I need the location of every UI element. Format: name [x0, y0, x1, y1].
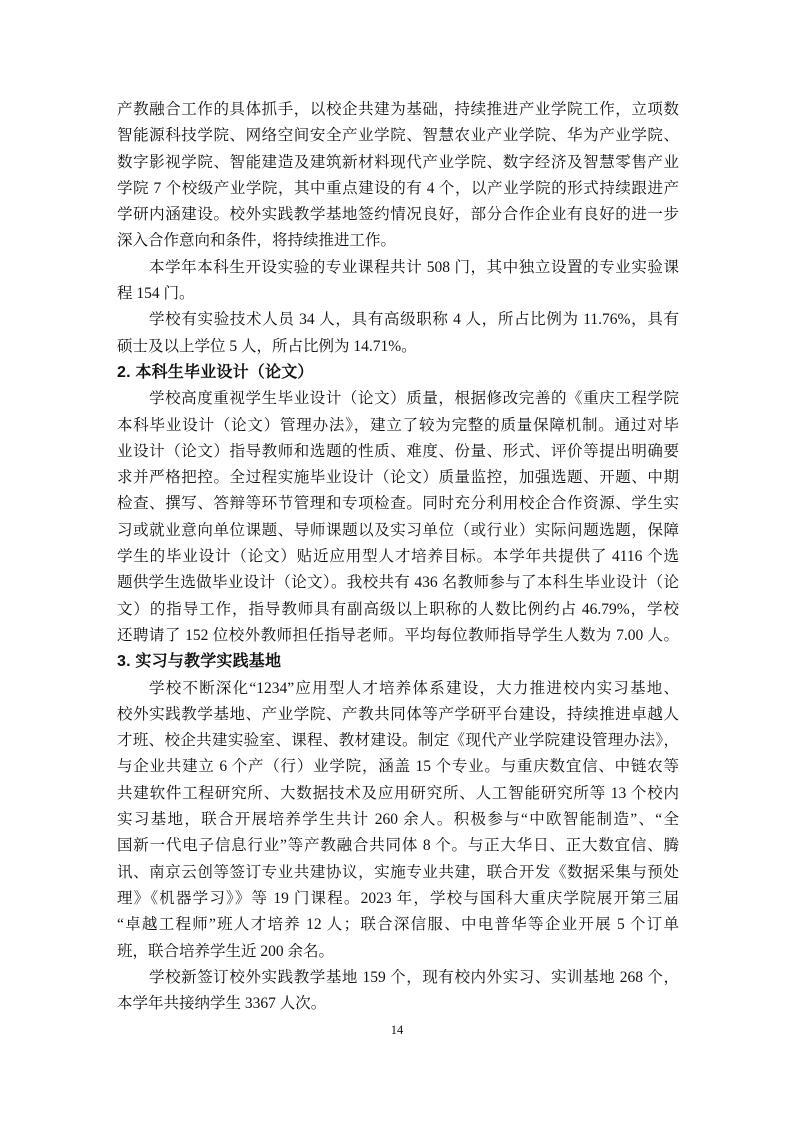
text-line: 班，联合培养学生近 200 余名。 [117, 942, 335, 960]
text-line: 习或就业意向单位课题、导师课题以及实习单位（或行业）实际问题选题，保障 [117, 521, 679, 539]
text-line: 学研内涵建设。校外实践教学基地签约情况良好，部分合作企业有良好的进一步 [117, 206, 679, 224]
text-line: 题供学生选做毕业设计（论文）。我校共有 436 名教师参与了本科生毕业设计（论 [117, 574, 679, 592]
section-heading: 2. 本科生毕业设计（论文） [117, 363, 314, 381]
text-line: 共建软件工程研究所、大数据技术及应用研究所、人工智能研究所等 13 个校内 [117, 784, 679, 802]
text-line: 学校有实验技术人员 34 人，具有高级职称 4 人，所占比例为 11.76%，具有 [149, 311, 679, 329]
text-line: 产教融合工作的具体抓手，以校企共建为基础，持续推进产业学院工作，立项数 [117, 101, 679, 118]
text-line: 求并严格把控。全过程实施毕业设计（论文）质量监控，加强选题、开题、中期 [117, 469, 679, 487]
text-line: 才班、校企共建实验室、课程、教材建设。制定《现代产业学院建设管理办法》， [117, 732, 679, 750]
text-line: 学生的毕业设计（论文）贴近应用型人才培养目标。本学年共提供了 4116 个选 [117, 548, 679, 566]
text-line: 智能源科技学院、网络空间安全产业学院、智慧农业产业学院、华为产业学院、 [117, 127, 679, 145]
text-line: 理》《机器学习》》等 19 门课程。2023 年，学校与国科大重庆学院展开第三届 [117, 889, 679, 907]
text-line: 数字影视学院、智能建造及建筑新材料现代产业学院、数字经济及智慧零售产业 [117, 153, 679, 171]
text-line: 本科毕业设计（论文）管理办法》，建立了较为完整的质量保障机制。通过对毕 [117, 416, 679, 434]
text-line: 学校高度重视学生毕业设计（论文）质量，根据修改完善的《重庆工程学院 [149, 390, 679, 408]
text-line: 与企业共建立 6 个产（行）业学院，涵盖 15 个专业。与重庆数宜信、中链农等 [117, 758, 679, 776]
text-line: “卓越工程师”班人才培养 12 人；联合深信服、中电普华等企业开展 5 个订单 [117, 916, 679, 934]
text-line: 检查、撰写、答辩等环节管理和专项检查。同时充分利用校企合作资源、学生实 [117, 495, 679, 513]
text-line: 国新一代电子信息行业”等产教融合共同体 8 个。与正大华日、正大数宜信、腾 [117, 837, 679, 855]
text-line: 深入合作意向和条件，将持续推进工作。 [117, 232, 397, 250]
text-line: 业设计（论文）指导教师和选题的性质、难度、份量、形式、评价等提出明确要 [117, 442, 679, 460]
text-line: 文）的指导工作，指导教师具有副高级以上职称的人数比例约占 46.79%，学校 [117, 600, 679, 618]
text-line: 本学年本科生开设实验的专业课程共计 508 门，其中独立设置的专业实验课 [149, 258, 679, 276]
text-line: 还聘请了 152 位校外教师担任指导老师。平均每位教师指导学生人数为 7.00 人。 [117, 626, 679, 644]
section-heading: 3. 实习与教学实践基地 [117, 653, 282, 671]
page-number: 14 [390, 1023, 404, 1037]
text-line: 学院 7 个校级产业学院，其中重点建设的有 4 个，以产业学院的形式持续跟进产 [117, 179, 679, 197]
document-body [117, 97, 679, 1017]
text-line: 讯、南京云创等签订专业共建协议，实施专业共建，联合开发《数据采集与预处 [117, 863, 679, 881]
text-line: 学校新签订校外实践教学基地 159 个，现有校内外实习、实训基地 268 个， [149, 968, 679, 986]
text-line: 硕士及以上学位 5 人，所占比例为 14.71%。 [117, 337, 417, 355]
text-line: 学校不断深化“1234”应用型人才培养体系建设，大力推进校内实习基地、 [149, 679, 679, 697]
text-line: 本学年共接纳学生 3367 人次。 [117, 995, 327, 1013]
text-line: 实习基地，联合开展培养学生共计 260 余人。积极参与“中欧智能制造”、“全 [117, 811, 679, 829]
text-line: 程 154 门。 [117, 285, 195, 303]
text-line: 校外实践教学基地、产业学院、产教共同体等产学研平台建设，持续推进卓越人 [117, 705, 679, 723]
